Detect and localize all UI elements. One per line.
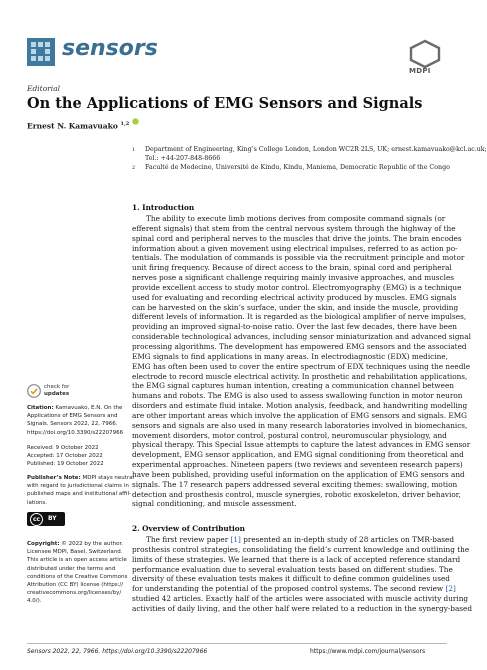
citation-link[interactable]: [2] [445,584,456,594]
dates-block [27,444,125,469]
text-line: used for evaluating and recording electrical activity produced by muscles. EMG signals [132,292,457,302]
check-for-updates-icon[interactable] [27,384,41,398]
text-line: have been published, providing useful information on the application of EMG sensors and [132,469,465,479]
license-link[interactable]: creativecommons.org/licenses/by/ [27,590,122,597]
publisher-name: MDPI [409,67,431,75]
article-type: Editorial [27,84,61,93]
text-line: signal conditioning, and muscle assessment. [132,499,297,509]
overview-paragraph [132,535,473,614]
text-line: nerves pose a significant challenge requiring mainly invasive approaches, and muscles [132,273,455,283]
accepted-date: Accepted: 17 October 2022 [27,453,103,460]
footer-divider [27,643,447,644]
text-line: different levels of information. It is regarded as the biological amplifier of nerve impulses, [132,312,467,322]
journal-name: sensors [62,36,158,61]
text-line: electrode to record muscle electrical activity. In prosthetic and rehabilitation applications, [132,371,468,381]
citation-link[interactable]: [1] [230,535,241,544]
text-line: studied 42 articles. Exactly half of the articles were associated with muscle activity during [132,594,469,604]
text-line: physical therapy. This Special Issue attempts to capture the latest advances in EMG sensor [132,440,471,450]
text-line: performance evaluation due to several evaluation tests based on different studies. The [132,564,453,574]
mdpi-logo-icon [408,40,442,68]
cc-icon: cc [30,513,43,526]
text-line: spinal cord and peripheral nerves to the muscles that drive the joints. The brain encodes [132,233,462,243]
section-heading-introduction: 1. Introduction [132,203,195,212]
text-line: provide excellent access to study motor control. Electromyography (EMG) is a technique [132,282,462,292]
orcid-icon[interactable] [132,118,139,125]
text-line: humans and robots. The EMG is also used to assess swallowing function in motor neuron [132,391,463,401]
text-line: limits of these strategies. We learned that there is a lack of accepted reference standard [132,554,461,564]
text-line: efferent signals) that stem from the central nervous system through the highway of the [132,223,456,233]
text-line: The ability to execute limb motions derives from composite command signals (or [146,214,446,223]
doi-link[interactable]: https://doi.org/10.3390/s22207966 [27,429,124,436]
text-line: tentials. The modulation of commands is possible via the recruitment principle and motor [132,253,465,263]
check-for-updates-label[interactable]: check for updates [44,384,70,397]
text-line: signals. The 17 research papers addressed several exciting themes: swallowing, motion [132,479,458,489]
text-line: experimental approaches. Nineteen papers (two reviews and seventeen research papers) [132,460,463,470]
text-line: detection and prosthesis control, muscle synergies, robotic exoskeleton, driver behavior, [132,489,461,499]
by-label: BY [48,515,57,522]
text-line: the EMG signal captures human intention, creating a communication channel between [132,381,454,391]
author-affiliation-marks: 1,2 [120,121,130,127]
text-line: movement disorders, motor control, postural control, neuromuscular physiology, and [132,430,447,440]
text-line: providing an improved signal-to-noise ratio. Over the last few decades, there have been [132,322,457,332]
introduction-paragraph [132,214,471,509]
section-heading-overview: 2. Overview of Contribution [132,524,245,533]
footer-journal-link[interactable]: https://www.mdpi.com/journal/sensors [310,648,426,655]
journal-logo [27,38,55,66]
text-line: are other important areas which involve the application of EMG sensors and signals. EMG [132,410,468,420]
text-line: diversity of these evaluation tests makes it difficult to define common guidelines used [132,574,450,584]
text-line: considerable technological advances, including sensor miniaturization and advanced signal [132,332,471,342]
author-line [27,118,139,131]
copyright-block: Copyright: © 2022 by the author. Licensee MDPI, Basel, Switzerland. This article is an open access article distributed under the terms and conditions of the Creative Commons Attribution (CC BY) license (https:// creativecommons.org/licenses/by/ 4.0/). [27,541,128,605]
text-line: unit firing frequency. Because of direct access to the brain, spinal cord and peripheral [132,263,452,273]
text-line: EMG has often been used to cover the entire spectrum of EDX techniques using the needle [132,361,471,371]
publisher-note: Publisher’s Note: MDPI stays neutral with regard to jurisdictional claims in published maps and institutional affil- iations. [27,475,135,506]
text-line: prosthesis control strategies, consolidating the field’s current knowledge and outlining the [132,544,470,554]
footer-citation: Sensors 2022, 22, 7966. https://doi.org/10.3390/s22207966 [27,648,208,655]
creative-commons-license-icon[interactable] [27,512,65,526]
text-line: development, EMG sensor application, and EMG signal conditioning from theoretical and [132,450,464,460]
affiliation-1: $^1$ Department of Engineering, King’s College London, London WC2R 2LS, UK; ernest.kamavuako@kcl.ac.uk; Tel.: +44-207-848-8666 [132,146,487,162]
text-line: sensors and signals are also used in many research laboratories involved in biomechanics, [132,420,468,430]
citation-block: Citation: Kamavuako, E.N. On the Applications of EMG Sensors and Signals. Sensors 2022, 22, 7966. https://doi.org/10.3390/s22207966 [27,405,124,436]
text-line: EMG signals to find applications in many areas. In electrodiagnostic (EDX) medicine, [132,351,448,361]
text-line: disorders and estimate fluid intake. Motion analysis, feedback, and handwriting modelling [132,401,468,411]
affiliation-2: $^2$ Faculté de Medecine, Université de Kindu, Kindu, Maniema, Democratic Republic of the Congo [132,164,450,171]
published-date: Published: 19 October 2022 [27,461,104,468]
text-line: information about a given movement using electrical impulses, referred to as action po- [132,243,458,253]
text-line: for understanding the potential of the proposed control systems. The second review [2] [132,584,456,594]
author-name: Ernest N. Kamavuako [27,121,118,131]
text-line: The first review paper [1] presented an in-depth study of 28 articles on TMR-based [146,535,455,544]
text-line: can be harvested on the skin’s surface, under the skin, and inside the muscle, providing [132,302,459,312]
article-title: On the Applications of EMG Sensors and Signals [27,95,423,112]
received-date: Received: 9 October 2022 [27,445,99,451]
text-line: processing algorithms. The development has empowered EMG sensors and the associated [132,341,467,351]
text-line: activities of daily living, and the other half were related to a reduction in the synergy-based [132,603,473,613]
